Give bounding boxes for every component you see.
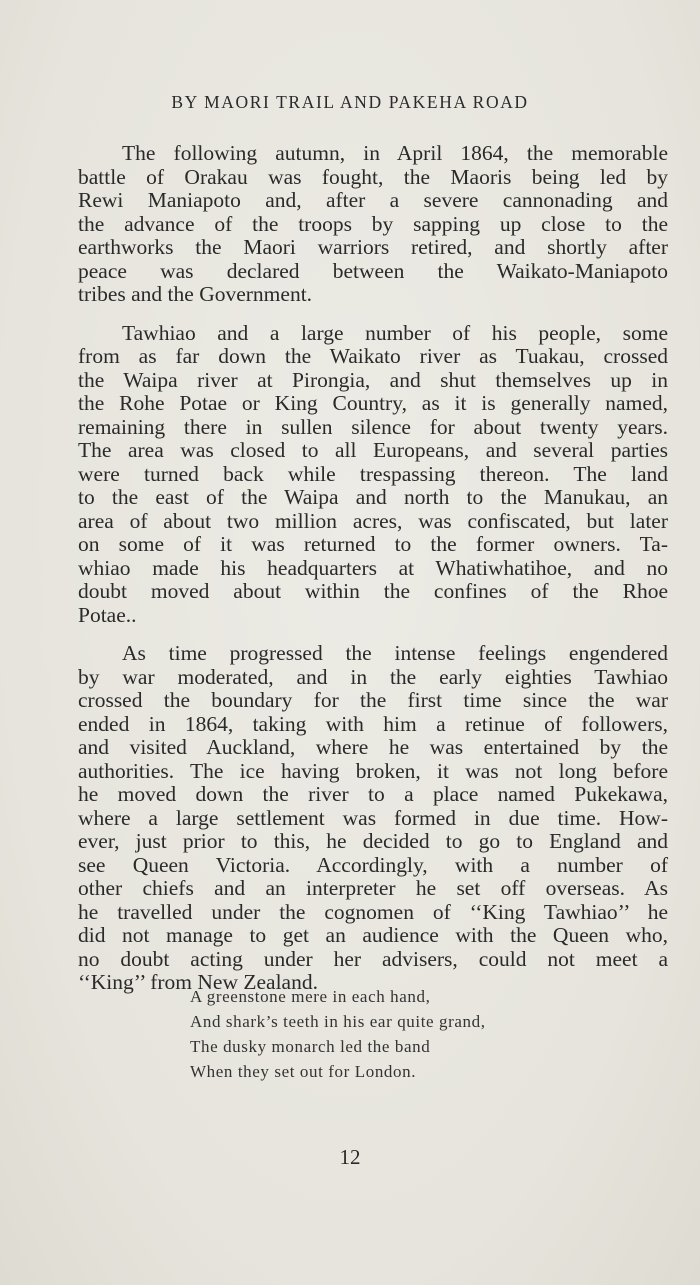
text-line: area of about two million acres, was confiscated, but later — [78, 508, 668, 533]
text-line: other chiefs and an interpreter he set off overseas. As — [78, 876, 668, 900]
text-line: ended in 1864, taking with him a retinue of followers, — [78, 711, 668, 736]
poem-line: The dusky monarch led the band — [190, 1037, 431, 1056]
poem-line: When they set out for London. — [190, 1062, 417, 1081]
text-line: peace was declared between the Waikato-Maniapoto — [78, 258, 668, 283]
text-line: by war moderated, and in the early eighties Tawhiao — [78, 664, 668, 689]
paragraph-tawhiao — [78, 322, 668, 628]
paragraph-orakau — [78, 142, 668, 307]
poem-line: And shark’s teeth in his ear quite grand, — [190, 1012, 486, 1031]
text-line: crossed the boundary for the first time since the war — [78, 688, 668, 712]
text-line: tribes and the Government. — [78, 282, 313, 306]
text-line: remaining there in sullen silence for about twenty years. — [78, 414, 668, 439]
text-line: Rewi Maniapoto and, after a severe cannonading and — [78, 188, 668, 212]
text-line: were turned back while trespassing thereon. The land — [78, 461, 668, 486]
text-line: and visited Auckland, where he was entertained by the — [78, 735, 668, 759]
text-line: where a large settlement was formed in due time. How- — [78, 805, 668, 830]
text-line: Potae.. — [78, 602, 137, 627]
body-text — [78, 142, 668, 1010]
text-line: earthworks the Maori warriors retired, and shortly after — [78, 235, 668, 259]
text-line: doubt moved about within the confines of the Rhoe — [78, 579, 668, 603]
paragraph-auckland — [78, 642, 668, 995]
text-line: on some of it was returned to the former owners. Ta- — [78, 532, 668, 556]
text-line: did not manage to get an audience with the Queen who, — [78, 923, 668, 947]
text-line: the Waipa river at Pirongia, and shut themselves up in — [78, 367, 668, 392]
text-line: Tawhiao and a large number of his people, some — [122, 320, 668, 345]
text-line: to the east of the Waipa and north to the Manukau, an — [78, 485, 668, 509]
text-line: As time progressed the intense feelings engendered — [122, 641, 668, 665]
poem-line: A greenstone mere in each hand, — [190, 987, 431, 1006]
text-line: The area was closed to all Europeans, and several parties — [78, 438, 668, 462]
text-line: whiao made his headquarters at Whatiwhatihoe, and no — [78, 555, 668, 580]
text-line: he travelled under the cognomen of ‘‘King Tawhiao’’ he — [78, 899, 668, 924]
text-line: no doubt acting under her advisers, could not meet a — [78, 946, 668, 971]
page-number: 12 — [339, 1145, 361, 1169]
text-line: see Queen Victoria. Accordingly, with a number of — [78, 852, 668, 877]
text-line: the advance of the troops by sapping up close to the — [78, 211, 668, 236]
running-head: BY MAORI TRAIL AND PAKEHA ROAD — [171, 92, 529, 112]
text-line: authorities. The ice having broken, it was not long before — [78, 758, 668, 783]
text-line: from as far down the Waikato river as Tuakau, crossed — [78, 344, 668, 368]
text-line: battle of Orakau was fought, the Maoris being led by — [78, 164, 668, 189]
text-line: ever, just prior to this, he decided to go to England and — [78, 829, 668, 853]
text-line: The following autumn, in April 1864, the memorable — [122, 141, 668, 165]
text-line: ‘‘King’’ from New Zealand. — [78, 970, 318, 994]
poem-stanza — [190, 984, 486, 1084]
text-line: he moved down the river to a place named Pukekawa, — [78, 782, 668, 806]
text-line: the Rohe Potae or King Country, as it is generally named, — [78, 391, 668, 415]
